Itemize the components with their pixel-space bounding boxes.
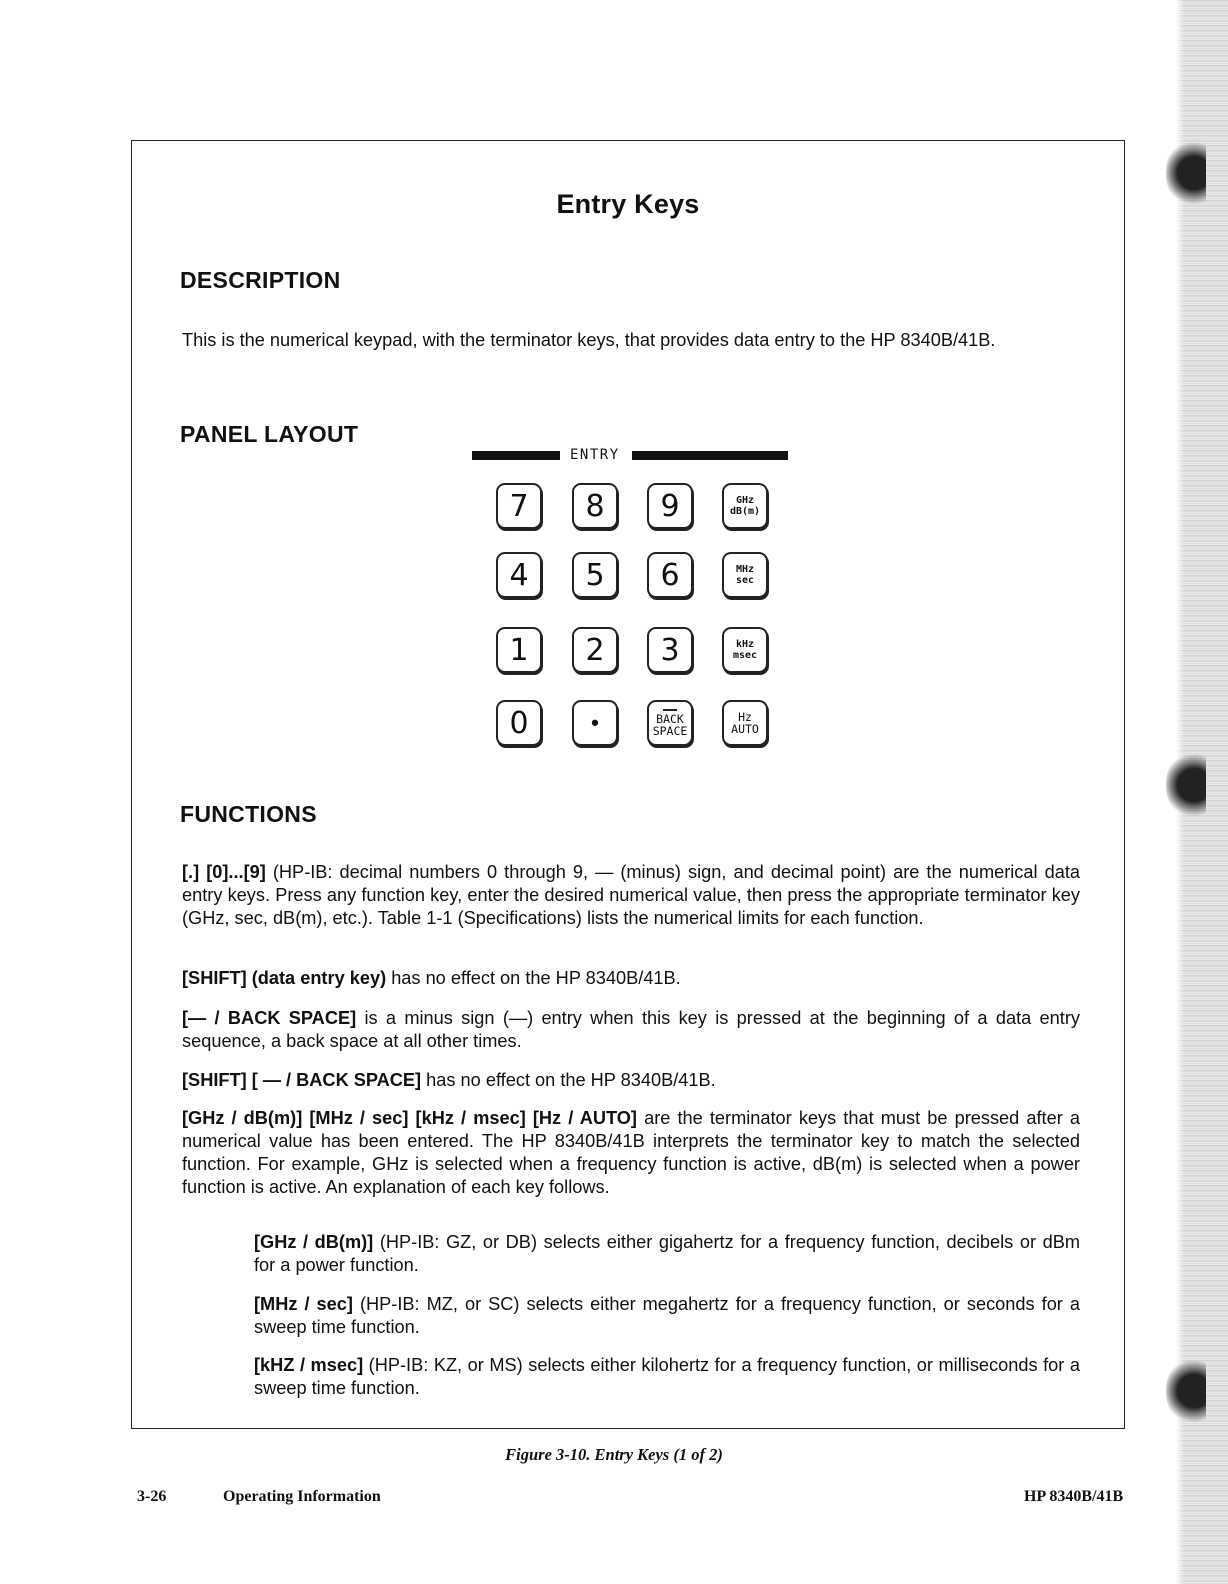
shift-backspace-key-ref: [SHIFT] [ — / BACK SPACE] bbox=[182, 1070, 422, 1090]
description-text: This is the numerical keypad, with the terminator keys, that provides data entry to the HP 8340B/41B. bbox=[182, 330, 996, 350]
figure-caption: Figure 3-10. Entry Keys (1 of 2) bbox=[505, 1445, 723, 1464]
description-heading: DESCRIPTION bbox=[180, 267, 341, 293]
key-hz-auto[interactable] bbox=[722, 700, 768, 746]
key-4[interactable] bbox=[496, 552, 542, 598]
key-5-label: 5 bbox=[585, 557, 605, 593]
hz-label: Hz bbox=[738, 710, 752, 724]
sec-label: sec bbox=[735, 575, 755, 586]
function-shift-paragraph bbox=[182, 967, 1080, 990]
key-1-label: 1 bbox=[509, 632, 529, 668]
key-0[interactable] bbox=[496, 700, 542, 746]
key-ghz-dbm[interactable] bbox=[722, 483, 768, 529]
footer-page-number: 3-26 bbox=[137, 1488, 167, 1505]
digits-desc: (HP-IB: decimal numbers 0 through 9, — (minus) sign, and decimal point) are the numerical data entry keys. Press any function key, enter the desired numerical value, then press the appropriate terminator key (GHz, sec, dB(m), etc.). Table 1-1 (Specifications) lists the numerical limits for each function. bbox=[182, 862, 1080, 928]
key-9[interactable] bbox=[647, 483, 693, 529]
khz-label: kHz bbox=[735, 639, 755, 650]
footer-model: HP 8340B/41B bbox=[1024, 1488, 1124, 1505]
auto-label: AUTO bbox=[731, 722, 759, 736]
key-9-label: 9 bbox=[660, 488, 680, 524]
function-shift-backspace-paragraph bbox=[182, 1069, 1080, 1092]
khz-key-ref: [kHZ / msec] bbox=[254, 1355, 364, 1375]
shift-key-ref: [SHIFT] (data entry key) bbox=[182, 968, 387, 988]
binder-hole-top bbox=[1166, 140, 1206, 206]
footer-section: Operating Information bbox=[223, 1488, 381, 1505]
key-minus-backspace[interactable] bbox=[647, 700, 693, 746]
figure-frame bbox=[131, 140, 1125, 1429]
shift-desc: has no effect on the HP 8340B/41B. bbox=[386, 968, 681, 988]
entry-label: ENTRY bbox=[570, 447, 620, 463]
key-8[interactable] bbox=[572, 483, 618, 529]
msec-label: msec bbox=[732, 650, 758, 661]
key-7-label: 7 bbox=[509, 488, 529, 524]
key-0-label: 0 bbox=[509, 705, 529, 741]
key-mhz-sec-label bbox=[736, 564, 754, 586]
key-3-label: 3 bbox=[660, 632, 680, 668]
key-2[interactable] bbox=[572, 627, 618, 673]
function-backspace-paragraph bbox=[182, 1007, 1080, 1053]
entry-label-bar bbox=[472, 447, 788, 465]
entry-keypad bbox=[472, 447, 792, 757]
shift-backspace-desc: has no effect on the HP 8340B/41B. bbox=[421, 1070, 716, 1090]
key-khz-msec[interactable] bbox=[722, 627, 768, 673]
key-7[interactable] bbox=[496, 483, 542, 529]
key-5[interactable] bbox=[572, 552, 618, 598]
key-2-label: 2 bbox=[585, 632, 605, 668]
backspace-key-ref: [— / BACK SPACE] bbox=[182, 1008, 357, 1028]
key-1[interactable] bbox=[496, 627, 542, 673]
page-title: Entry Keys bbox=[556, 189, 700, 219]
entry-bar-left bbox=[472, 451, 560, 460]
dbm-label: dB(m) bbox=[729, 506, 761, 517]
panel-layout-heading: PANEL LAYOUT bbox=[180, 421, 359, 447]
back-label: BACK bbox=[656, 712, 684, 726]
function-khz-paragraph bbox=[254, 1354, 1080, 1400]
function-mhz-paragraph bbox=[254, 1293, 1080, 1339]
entry-bar-right bbox=[632, 451, 788, 460]
key-6[interactable] bbox=[647, 552, 693, 598]
function-terminators-paragraph bbox=[182, 1107, 1080, 1199]
key-8-label: 8 bbox=[585, 488, 605, 524]
function-digits-paragraph bbox=[182, 861, 1080, 930]
terminators-desc: are the terminator keys that must be pressed after a numerical value has been entered. The HP 8340B/41B interprets the terminator key to match the selected function. For example, GHz is selected when a frequency function is active, dB(m) is selected when a power function is active. An explanation of each key follows. bbox=[182, 1108, 1080, 1197]
space-label: SPACE bbox=[652, 724, 688, 738]
mhz-desc: (HP-IB: MZ, or SC) selects either megahertz for a frequency function, or seconds for a sweep time function. bbox=[254, 1294, 1081, 1337]
digits-key-ref: [.] [0]...[9] bbox=[182, 862, 266, 882]
key-decimal-label: • bbox=[591, 710, 599, 735]
key-ghz-dbm-label bbox=[730, 495, 760, 517]
key-mhz-sec[interactable] bbox=[722, 552, 768, 598]
mhz-key-ref: [MHz / sec] bbox=[254, 1294, 353, 1314]
key-decimal-point[interactable] bbox=[572, 700, 618, 746]
binder-hole-middle bbox=[1166, 752, 1206, 818]
function-ghz-paragraph bbox=[254, 1231, 1080, 1277]
ghz-key-ref: [GHz / dB(m)] bbox=[254, 1232, 374, 1252]
key-3[interactable] bbox=[647, 627, 693, 673]
key-hz-auto-label bbox=[731, 711, 759, 735]
functions-heading: FUNCTIONS bbox=[180, 801, 317, 827]
key-6-label: 6 bbox=[660, 557, 680, 593]
ghz-label: GHz bbox=[735, 495, 755, 506]
ghz-desc: (HP-IB: GZ, or DB) selects either gigahertz for a frequency function, decibels or dBm for a power function. bbox=[254, 1232, 1081, 1275]
terminators-key-ref: [GHz / dB(m)] [MHz / sec] [kHz / msec] [Hz / AUTO] bbox=[182, 1108, 637, 1128]
key-4-label: 4 bbox=[509, 557, 529, 593]
key-khz-msec-label bbox=[733, 639, 757, 661]
khz-desc: (HP-IB: KZ, or MS) selects either kilohertz for a frequency function, or milliseconds for a sweep time function. bbox=[254, 1355, 1080, 1398]
mhz-label: MHz bbox=[735, 564, 755, 575]
minus-bar-icon bbox=[663, 709, 677, 711]
binder-hole-bottom bbox=[1166, 1358, 1206, 1424]
backspace-desc: is a minus sign (—) entry when this key is pressed at the beginning of a data entry sequence, a back space at all other times. bbox=[182, 1008, 1080, 1051]
key-backspace-label bbox=[653, 709, 688, 737]
